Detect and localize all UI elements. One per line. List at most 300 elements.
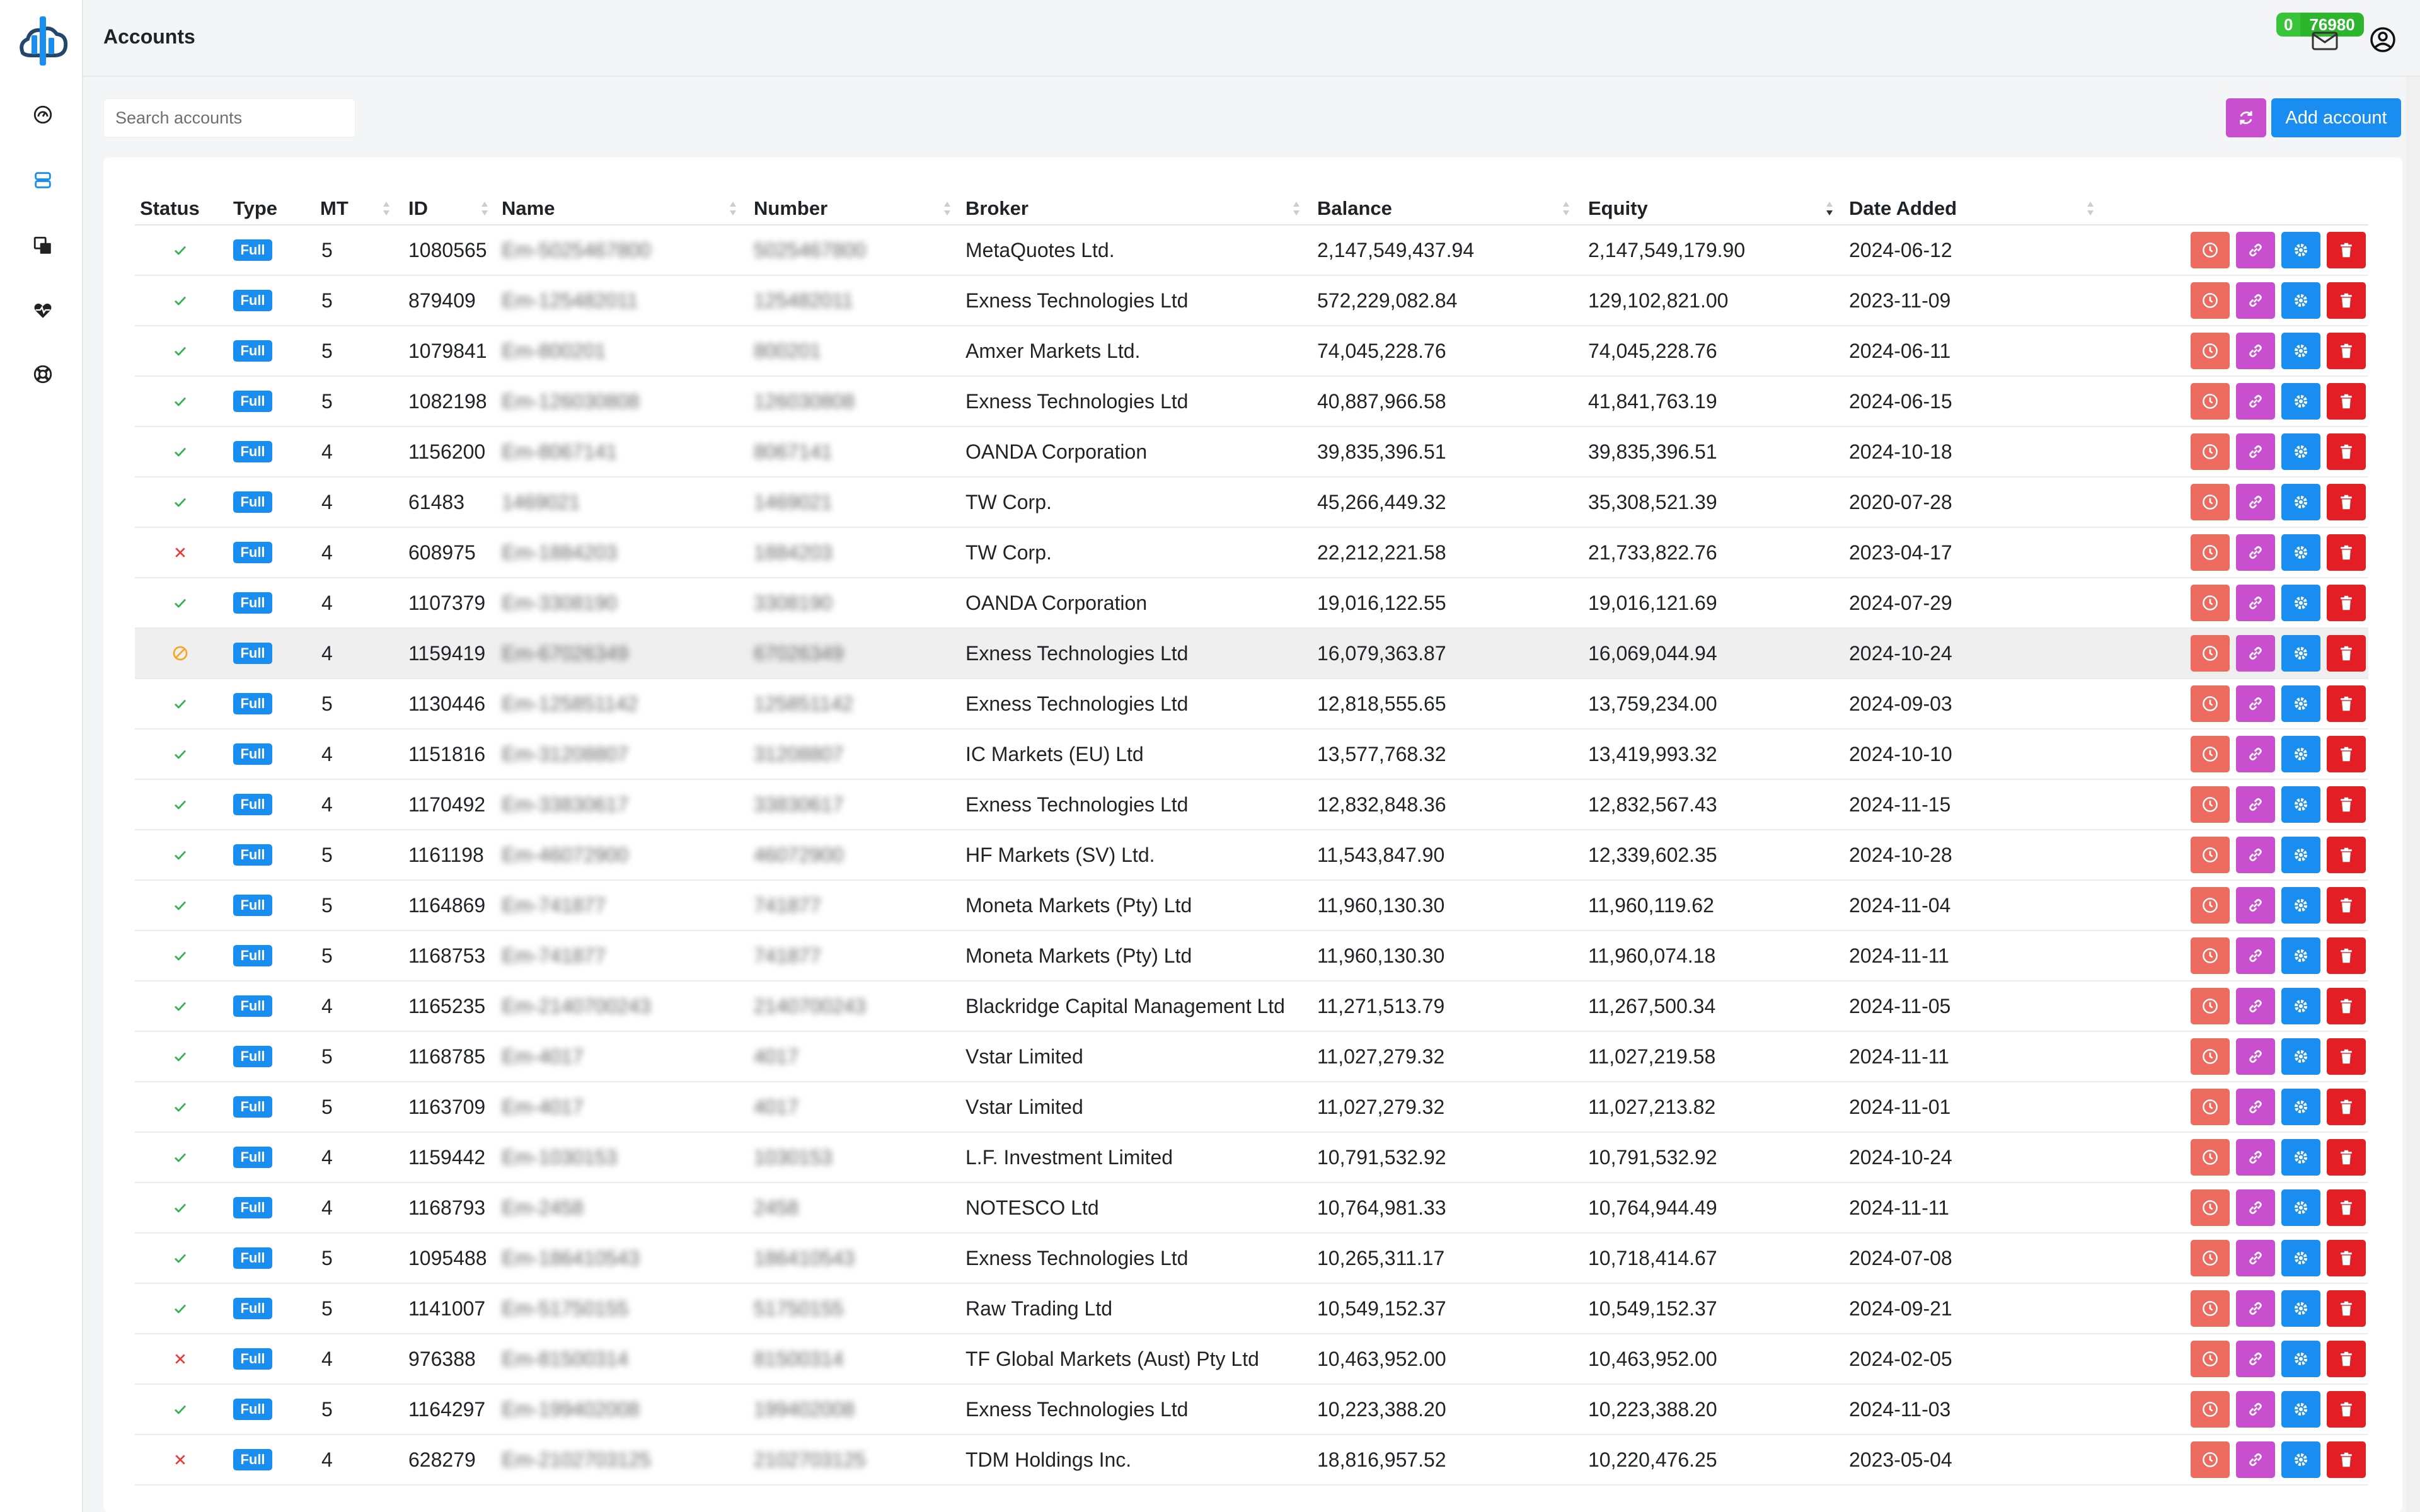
link-icon (2246, 543, 2265, 562)
type-badge: Full (233, 643, 272, 664)
error-x-icon (170, 542, 190, 563)
history-button[interactable] (2191, 433, 2230, 470)
history-button[interactable] (2191, 1391, 2230, 1428)
clock-icon (2201, 392, 2220, 411)
history-button[interactable] (2191, 1290, 2230, 1327)
link-icon (2246, 1299, 2265, 1318)
history-button[interactable] (2191, 1189, 2230, 1226)
delete-button[interactable] (2327, 786, 2366, 823)
delete-button[interactable] (2327, 1189, 2366, 1226)
gear-icon (2291, 1097, 2310, 1116)
link-icon (2246, 392, 2265, 411)
number-cell: 3308190 (754, 591, 833, 614)
check-icon (170, 391, 190, 411)
delete-button[interactable] (2327, 1240, 2366, 1276)
delete-button[interactable] (2327, 1139, 2366, 1176)
history-button[interactable] (2191, 736, 2230, 772)
clock-icon (2201, 1249, 2220, 1268)
app-logo[interactable] (14, 14, 72, 72)
settings-button[interactable] (2281, 433, 2320, 470)
equity-cell: 10,764,944.49 (1588, 1196, 1717, 1219)
number-cell: 2458 (754, 1196, 799, 1219)
number-cell: 5025467800 (754, 238, 866, 261)
link-icon (2246, 1249, 2265, 1268)
name-cell: Em-31208807 (502, 742, 629, 765)
column-name[interactable]: Name (502, 197, 555, 219)
equity-cell: 74,045,228.76 (1588, 339, 1717, 362)
table-row[interactable] (135, 427, 2368, 478)
settings-button[interactable] (2281, 1240, 2320, 1276)
row-actions (2191, 937, 2366, 974)
balance-cell: 39,835,396.51 (1317, 440, 1446, 463)
settings-button[interactable] (2281, 585, 2320, 621)
history-button[interactable] (2191, 1089, 2230, 1125)
date-added-cell: 2023-11-09 (1849, 289, 1951, 312)
check-icon (170, 996, 190, 1016)
link-button[interactable] (2236, 635, 2275, 672)
mt-cell: 4 (321, 591, 333, 614)
equity-cell: 10,718,414.67 (1588, 1246, 1717, 1269)
status-cell (170, 931, 190, 980)
delete-button[interactable] (2327, 232, 2366, 268)
history-button[interactable] (2191, 333, 2230, 369)
link-button[interactable] (2236, 1341, 2275, 1377)
delete-button[interactable] (2327, 635, 2366, 672)
trash-icon (2337, 341, 2356, 360)
number-cell: 8067141 (754, 440, 833, 463)
link-button[interactable] (2236, 685, 2275, 722)
row-actions (2191, 988, 2366, 1024)
sort-icon[interactable] (943, 199, 952, 218)
accounts-icon[interactable] (30, 168, 55, 193)
link-button[interactable] (2236, 1240, 2275, 1276)
support-icon[interactable] (30, 362, 55, 387)
health-icon[interactable] (30, 297, 55, 323)
delete-button[interactable] (2327, 484, 2366, 520)
id-cell: 1079841 (408, 339, 487, 362)
link-icon (2246, 1400, 2265, 1419)
table-row[interactable] (135, 1234, 2368, 1284)
equity-cell: 10,223,388.20 (1588, 1397, 1717, 1421)
settings-button[interactable] (2281, 1189, 2320, 1226)
name-cell: Em-741877 (502, 944, 606, 967)
date-added-cell: 2024-11-01 (1849, 1095, 1951, 1118)
type-badge: Full (233, 1046, 272, 1067)
table-row[interactable] (135, 931, 2368, 982)
settings-button[interactable] (2281, 282, 2320, 319)
clock-icon (2201, 845, 2220, 864)
name-cell: Em-4017 (502, 1045, 584, 1068)
table-row[interactable] (135, 1385, 2368, 1435)
gear-icon (2291, 745, 2310, 764)
link-button[interactable] (2236, 937, 2275, 974)
gear-icon (2291, 543, 2310, 562)
column-number[interactable]: Number (754, 197, 828, 219)
number-cell: 125482011 (754, 289, 853, 312)
settings-button[interactable] (2281, 937, 2320, 974)
equity-cell: 10,220,476.25 (1588, 1448, 1717, 1471)
delete-button[interactable] (2327, 736, 2366, 772)
settings-button[interactable] (2281, 1139, 2320, 1176)
delete-button[interactable] (2327, 333, 2366, 369)
table-row[interactable] (135, 1032, 2368, 1082)
sort-icon[interactable] (1292, 199, 1301, 218)
balance-cell: 2,147,549,437.94 (1317, 238, 1475, 261)
type-badge: Full (233, 844, 272, 866)
column-date-added[interactable]: Date Added (1849, 197, 1957, 219)
settings-button[interactable] (2281, 1089, 2320, 1125)
delete-button[interactable] (2327, 988, 2366, 1024)
link-button[interactable] (2236, 333, 2275, 369)
settings-button[interactable] (2281, 333, 2320, 369)
gear-icon (2291, 644, 2310, 663)
history-button[interactable] (2191, 635, 2230, 672)
mt-cell: 5 (321, 944, 333, 967)
delete-button[interactable] (2327, 1290, 2366, 1327)
settings-button[interactable] (2281, 1290, 2320, 1327)
check-icon (170, 442, 190, 462)
delete-button[interactable] (2327, 887, 2366, 924)
type-badge: Full (233, 1449, 272, 1470)
column-balance[interactable]: Balance (1317, 197, 1392, 219)
name-cell: Em-125482011 (502, 289, 638, 312)
broker-cell: Exness Technologies Ltd (965, 1246, 1189, 1269)
number-cell: 186410543 (754, 1246, 855, 1269)
status-cell (170, 478, 190, 527)
row-actions (2191, 282, 2366, 319)
link-icon (2246, 291, 2265, 310)
table-row[interactable] (135, 226, 2368, 276)
table-row[interactable] (135, 276, 2368, 326)
history-button[interactable] (2191, 1441, 2230, 1478)
settings-button[interactable] (2281, 1038, 2320, 1075)
table-row[interactable] (135, 730, 2368, 780)
gear-icon (2291, 1349, 2310, 1368)
id-cell: 1156200 (408, 440, 486, 463)
number-cell: 2140700243 (754, 994, 866, 1017)
date-added-cell: 2024-07-08 (1849, 1246, 1952, 1269)
column-mt[interactable]: MT (320, 197, 349, 219)
id-cell: 1082198 (408, 389, 487, 413)
status-cell (170, 1082, 190, 1131)
history-button[interactable] (2191, 988, 2230, 1024)
search-input[interactable] (103, 98, 355, 137)
sort-icon[interactable] (382, 199, 391, 218)
settings-button[interactable] (2281, 988, 2320, 1024)
date-added-cell: 2024-10-18 (1849, 440, 1952, 463)
check-icon (170, 290, 190, 311)
link-icon (2246, 1450, 2265, 1469)
delete-button[interactable] (2327, 937, 2366, 974)
mt-cell: 5 (321, 289, 333, 312)
table-row[interactable] (135, 830, 2368, 881)
delete-button[interactable] (2327, 282, 2366, 319)
table-row[interactable] (135, 780, 2368, 830)
row-actions (2191, 887, 2366, 924)
link-button[interactable] (2236, 484, 2275, 520)
table-row[interactable] (135, 1435, 2368, 1486)
link-button[interactable] (2236, 786, 2275, 823)
name-cell: 1469021 (502, 490, 580, 513)
id-cell: 1170492 (408, 793, 486, 816)
link-button[interactable] (2236, 1441, 2275, 1478)
delete-button[interactable] (2327, 534, 2366, 571)
link-icon (2246, 694, 2265, 713)
name-cell: Em-8067141 (502, 440, 618, 463)
balance-cell: 10,791,532.92 (1317, 1145, 1446, 1169)
trash-icon (2337, 1198, 2356, 1217)
delete-button[interactable] (2327, 837, 2366, 873)
link-button[interactable] (2236, 988, 2275, 1024)
link-button[interactable] (2236, 736, 2275, 772)
history-button[interactable] (2191, 786, 2230, 823)
link-button[interactable] (2236, 1189, 2275, 1226)
table-row[interactable] (135, 679, 2368, 730)
table-row[interactable] (135, 881, 2368, 931)
sort-icon[interactable] (480, 199, 489, 218)
table-row[interactable] (135, 1334, 2368, 1385)
settings-button[interactable] (2281, 887, 2320, 924)
clock-icon (2201, 745, 2220, 764)
mt-cell: 5 (321, 238, 333, 261)
sort-desc-icon[interactable] (1825, 199, 1834, 218)
check-icon (170, 1298, 190, 1319)
link-button[interactable] (2236, 837, 2275, 873)
table-row[interactable] (135, 326, 2368, 377)
settings-button[interactable] (2281, 1441, 2320, 1478)
settings-button[interactable] (2281, 534, 2320, 571)
id-cell: 1151816 (408, 742, 486, 765)
gear-icon (2291, 1450, 2310, 1469)
link-icon (2246, 1349, 2265, 1368)
equity-cell: 16,069,044.94 (1588, 641, 1717, 665)
settings-button[interactable] (2281, 685, 2320, 722)
clock-icon (2201, 1400, 2220, 1419)
column-equity[interactable]: Equity (1588, 197, 1648, 219)
settings-button[interactable] (2281, 232, 2320, 268)
trash-icon (2337, 745, 2356, 764)
link-button[interactable] (2236, 383, 2275, 420)
broker-cell: Exness Technologies Ltd (965, 793, 1189, 816)
history-button[interactable] (2191, 937, 2230, 974)
history-button[interactable] (2191, 1240, 2230, 1276)
type-badge: Full (233, 895, 272, 916)
mt-cell: 4 (321, 541, 333, 564)
mt-cell: 5 (321, 692, 333, 715)
settings-button[interactable] (2281, 383, 2320, 420)
delete-button[interactable] (2327, 685, 2366, 722)
delete-button[interactable] (2327, 1089, 2366, 1125)
type-badge: Full (233, 592, 272, 614)
type-badge: Full (233, 794, 272, 815)
equity-cell: 11,027,213.82 (1588, 1095, 1716, 1118)
equity-cell: 19,016,121.69 (1588, 591, 1717, 614)
page-scrollbar[interactable] (2406, 77, 2420, 1512)
history-button[interactable] (2191, 484, 2230, 520)
column-broker[interactable]: Broker (965, 197, 1028, 219)
type-badge: Full (233, 290, 272, 311)
status-cell (170, 1385, 190, 1434)
check-icon (170, 1097, 190, 1117)
clock-icon (2201, 694, 2220, 713)
delete-button[interactable] (2327, 1341, 2366, 1377)
table-row[interactable] (135, 377, 2368, 427)
history-button[interactable] (2191, 887, 2230, 924)
error-x-icon (170, 1450, 190, 1470)
gear-icon (2291, 392, 2310, 411)
broker-cell: Vstar Limited (965, 1045, 1083, 1068)
link-button[interactable] (2236, 1290, 2275, 1327)
type-badge: Full (233, 1298, 272, 1319)
settings-button[interactable] (2281, 484, 2320, 520)
gear-icon (2291, 593, 2310, 612)
link-button[interactable] (2236, 1391, 2275, 1428)
status-cell (170, 629, 190, 678)
column-type[interactable]: Type (233, 197, 278, 219)
history-button[interactable] (2191, 383, 2230, 420)
row-actions (2191, 685, 2366, 722)
mt-cell: 5 (321, 1095, 333, 1118)
delete-button[interactable] (2327, 383, 2366, 420)
status-cell (170, 730, 190, 779)
balance-cell: 12,818,555.65 (1317, 692, 1446, 715)
history-button[interactable] (2191, 685, 2230, 722)
sort-icon[interactable] (1562, 199, 1570, 218)
date-added-cell: 2024-10-28 (1849, 843, 1952, 866)
table-row[interactable] (135, 1284, 2368, 1334)
row-actions (2191, 1189, 2366, 1226)
name-cell: Em-126030808 (502, 389, 640, 413)
table-row[interactable] (135, 578, 2368, 629)
row-actions (2191, 837, 2366, 873)
link-button[interactable] (2236, 585, 2275, 621)
history-button[interactable] (2191, 1139, 2230, 1176)
table-row[interactable] (135, 629, 2368, 679)
user-avatar-icon[interactable] (2370, 26, 2396, 53)
link-button[interactable] (2236, 282, 2275, 319)
clock-icon (2201, 1299, 2220, 1318)
equity-cell: 10,463,952.00 (1588, 1347, 1717, 1370)
table-row[interactable] (135, 1082, 2368, 1133)
column-status[interactable]: Status (140, 197, 200, 219)
settings-button[interactable] (2281, 786, 2320, 823)
history-button[interactable] (2191, 282, 2230, 319)
name-cell: Em-2140700243 (502, 994, 651, 1017)
delete-button[interactable] (2327, 1038, 2366, 1075)
table-row[interactable] (135, 982, 2368, 1032)
date-added-cell: 2024-11-03 (1849, 1397, 1951, 1421)
gear-icon (2291, 241, 2310, 260)
history-button[interactable] (2191, 837, 2230, 873)
delete-button[interactable] (2327, 585, 2366, 621)
delete-button[interactable] (2327, 1391, 2366, 1428)
settings-button[interactable] (2281, 635, 2320, 672)
history-button[interactable] (2191, 534, 2230, 571)
link-button[interactable] (2236, 232, 2275, 268)
link-button[interactable] (2236, 1038, 2275, 1075)
type-badge: Full (233, 491, 272, 513)
sort-icon[interactable] (729, 199, 737, 218)
mt-cell: 5 (321, 893, 333, 917)
number-cell: 33830617 (754, 793, 844, 816)
name-cell: Em-3308190 (502, 591, 618, 614)
table-row[interactable] (135, 528, 2368, 578)
id-cell: 1141007 (408, 1297, 486, 1320)
delete-button[interactable] (2327, 1441, 2366, 1478)
mt-cell: 5 (321, 1297, 333, 1320)
clock-icon (2201, 896, 2220, 915)
broker-cell: Exness Technologies Ltd (965, 289, 1189, 312)
balance-cell: 74,045,228.76 (1317, 339, 1446, 362)
link-button[interactable] (2236, 887, 2275, 924)
trash-icon (2337, 1047, 2356, 1066)
row-actions (2191, 786, 2366, 823)
id-cell: 1107379 (408, 591, 486, 614)
history-button[interactable] (2191, 585, 2230, 621)
row-actions (2191, 1341, 2366, 1377)
settings-button[interactable] (2281, 736, 2320, 772)
delete-button[interactable] (2327, 433, 2366, 470)
link-button[interactable] (2236, 1089, 2275, 1125)
number-cell: 741877 (754, 944, 821, 967)
equity-cell: 39,835,396.51 (1588, 440, 1717, 463)
table-row[interactable] (135, 1183, 2368, 1234)
type-badge: Full (233, 945, 272, 966)
table-row[interactable] (135, 478, 2368, 528)
column-id[interactable]: ID (408, 197, 428, 219)
id-cell: 976388 (408, 1347, 476, 1370)
equity-cell: 12,832,567.43 (1588, 793, 1717, 816)
sort-icon[interactable] (2086, 199, 2095, 218)
date-added-cell: 2024-07-29 (1849, 591, 1952, 614)
link-button[interactable] (2236, 433, 2275, 470)
type-badge: Full (233, 1147, 272, 1168)
row-actions (2191, 484, 2366, 520)
date-added-cell: 2024-11-11 (1849, 1045, 1949, 1068)
history-button[interactable] (2191, 232, 2230, 268)
equity-cell: 11,027,219.58 (1588, 1045, 1716, 1068)
settings-button[interactable] (2281, 837, 2320, 873)
table-body (135, 226, 2368, 1486)
row-actions (2191, 383, 2366, 420)
id-cell: 1165235 (408, 994, 486, 1017)
trash-icon (2337, 1148, 2356, 1167)
name-cell: Em-33830617 (502, 793, 629, 816)
link-button[interactable] (2236, 1139, 2275, 1176)
table-row[interactable] (135, 1133, 2368, 1183)
link-button[interactable] (2236, 534, 2275, 571)
sidebar (0, 0, 83, 1512)
add-account-button[interactable]: Add account (2271, 98, 2401, 137)
clock-icon (2201, 241, 2220, 260)
dashboard-icon[interactable] (30, 102, 55, 127)
mt-cell: 5 (321, 843, 333, 866)
name-cell: Em-46072900 (502, 843, 629, 866)
settings-button[interactable] (2281, 1391, 2320, 1428)
check-icon (170, 1147, 190, 1167)
copy-trading-icon[interactable] (30, 233, 55, 258)
status-cell (170, 578, 190, 627)
mt-cell: 4 (321, 793, 333, 816)
history-button[interactable] (2191, 1038, 2230, 1075)
messages-icon[interactable] (2312, 30, 2338, 50)
settings-button[interactable] (2281, 1341, 2320, 1377)
type-badge: Full (233, 441, 272, 462)
refresh-button[interactable] (2226, 98, 2266, 137)
history-button[interactable] (2191, 1341, 2230, 1377)
status-cell (170, 276, 190, 325)
date-added-cell: 2024-06-11 (1849, 339, 1951, 362)
